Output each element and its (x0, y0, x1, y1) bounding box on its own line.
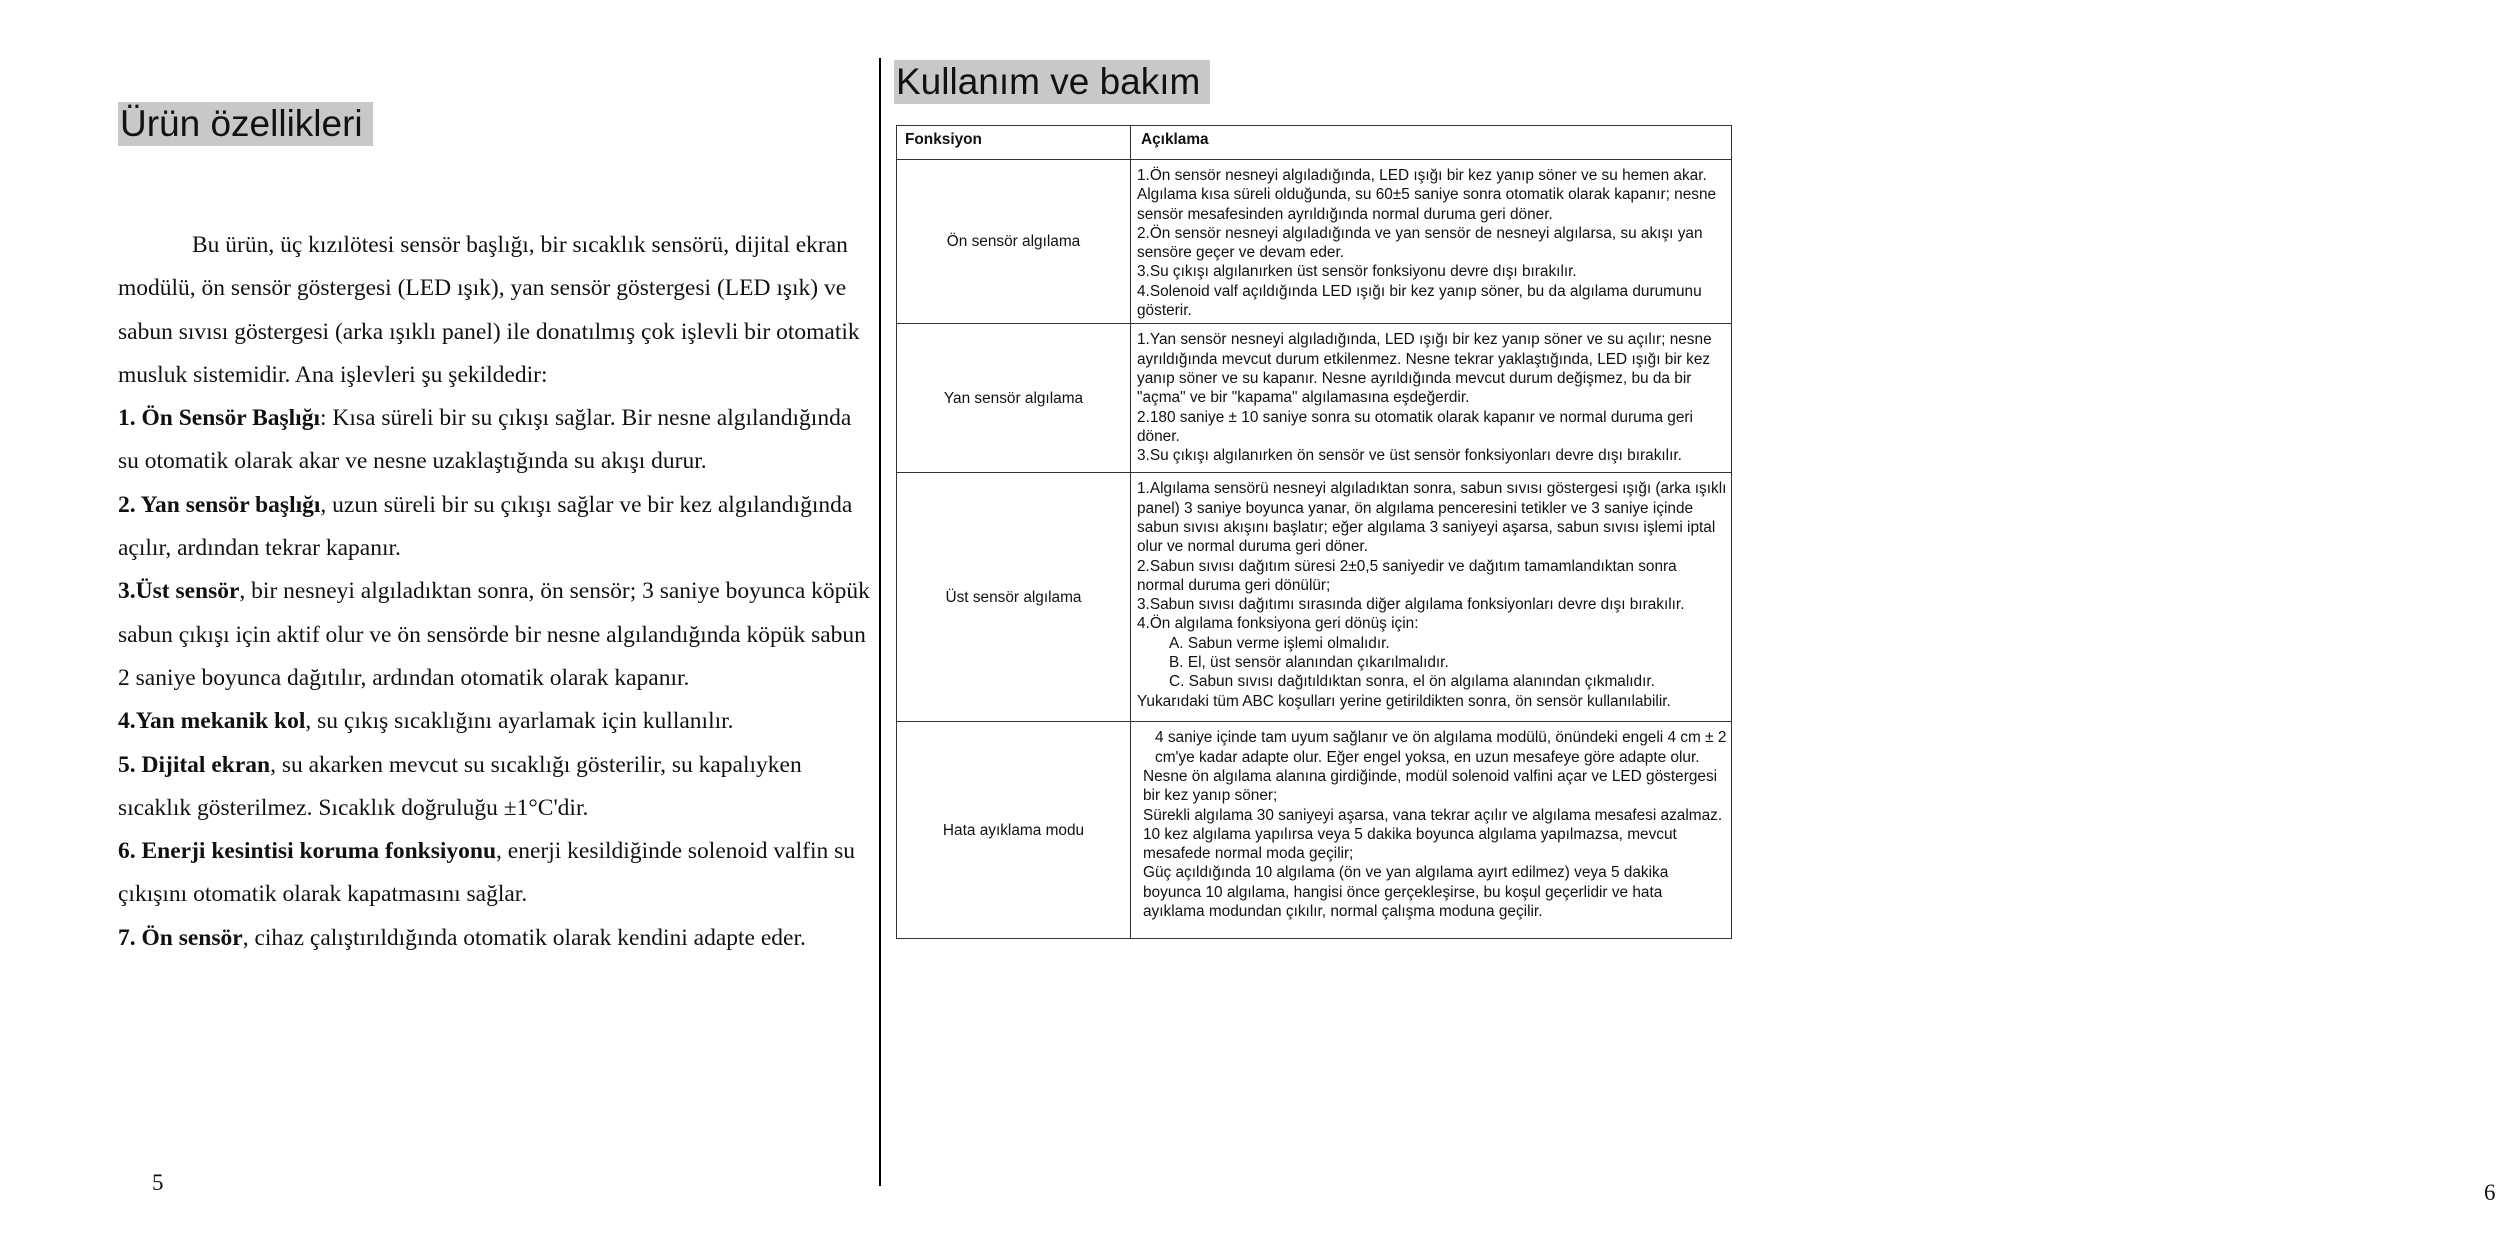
feature-title: 6. Enerji kesintisi koruma fonksiyonu (118, 838, 497, 865)
feature-text: , su çıkış sıcaklığını ayarlamak için kullanılır. (305, 708, 734, 735)
feature-title: 1. Ön Sensör Başlığı (118, 405, 320, 432)
table-row (897, 722, 1732, 939)
description-line: B. El, üst sensör alanından çıkarılmalıdır. (1169, 654, 1449, 672)
table-row (897, 324, 1732, 473)
page-number-left: 5 (152, 1170, 164, 1195)
description-line: 10 kez algılama yapılırsa veya 5 dakika boyunca algılama yapılmazsa, mevcut mesafede normal moda geçilir; (1143, 825, 1677, 863)
description-line: 4.Ön algılama fonksiyona geri dönüş için: (1137, 615, 1419, 633)
features-text (118, 224, 874, 960)
intro-paragraph: Bu ürün, üç kızılötesi sensör başlığı, bir sıcaklık sensörü, dijital ekran modülü, ön sensör göstergesi (LED ışık), yan sensör göstergesi (LED ışık) ve sabun sıvısı göstergesi (arka ışıklı panel) ile donatılmış çok işlevli bir otomatik musluk sistemidir. Ana işlevleri şu şekildedir: (118, 232, 860, 388)
description-line: 4.Solenoid valf açıldığında LED ışığı bir kez yanıp söner, bu da algılama durumunu gösterir. (1137, 282, 1702, 320)
feature-text: , bir nesneyi algıladıktan sonra, ön sensör; 3 saniye boyunca köpük sabun çıkışı için aktif olur ve ön sensörde bir nesne algılandığında köpük sabun 2 saniye boyunca dağıtılır, ardından otomatik olarak kapanır. (118, 578, 870, 691)
description-line: 1.Ön sensör nesneyi algıladığında, LED ışığı bir kez yanıp söner ve su hemen akar. Algılama kısa süreli olduğunda, su 60±5 saniye sonra otomatik olarak kapanır; nesne sensör mesafesinden ayrıldığında normal duruma geri döner. (1137, 167, 1717, 223)
feature-item (118, 570, 874, 700)
table-header-row (897, 126, 1732, 160)
right-page (884, 0, 2496, 1241)
description-line: 2.Ön sensör nesneyi algıladığında ve yan sensör de nesneyi algılarsa, su akışı yan sensöre geçer ve devam eder. (1137, 224, 1703, 262)
function-description (1131, 473, 1732, 722)
feature-text: : Kısa süreli bir su çıkışı sağlar. Bir nesne algılandığında su otomatik olarak akar ve nesne uzaklaştığında su akışı durur. (118, 405, 852, 475)
function-name: Hata ayıklama modu (897, 722, 1131, 939)
description-line: Sürekli algılama 30 saniyeyi aşarsa, vana tekrar açılır ve algılama mesafesi azalmaz. (1143, 806, 1723, 824)
description-line: 3.Su çıkışı algılanırken üst sensör fonksiyonu devre dışı bırakılır. (1137, 263, 1577, 281)
table-row (897, 473, 1732, 722)
feature-title: 7. Ön sensör (118, 924, 243, 951)
function-table (896, 125, 1732, 939)
section-heading-usage-maintenance: Kullanım ve bakım (894, 60, 1210, 104)
feature-text: , cihaz çalıştırıldığında otomatik olarak kendini adapte eder. (242, 924, 806, 951)
feature-item (118, 700, 874, 743)
feature-item (118, 484, 874, 571)
feature-title: 3.Üst sensör (118, 578, 240, 605)
header-function: Fonksiyon (897, 126, 1131, 160)
description-line: Yukarıdaki tüm ABC koşulları yerine getirildikten sonra, ön sensör kullanılabilir. (1137, 692, 1671, 710)
features-list (118, 397, 874, 960)
feature-title: 2. Yan sensör başlığı (118, 491, 321, 518)
function-name: Ön sensör algılama (897, 160, 1131, 324)
feature-text: , enerji kesildiğinde solenoid valfin su çıkışını otomatik olarak kapatmasını sağlar. (118, 838, 855, 908)
function-description (1131, 160, 1732, 324)
page-divider (879, 58, 881, 1186)
description-line: Nesne ön algılama alanına girdiğinde, modül solenoid valfini açar ve LED göstergesi bir kez yanıp söner; (1143, 767, 1718, 805)
description-line: A. Sabun verme işlemi olmalıdır. (1169, 634, 1390, 652)
description-line: 3.Sabun sıvısı dağıtımı sırasında diğer algılama fonksiyonları devre dışı bırakılır. (1137, 596, 1685, 614)
left-page (0, 0, 875, 1241)
table-row (897, 160, 1732, 324)
feature-title: 5. Dijital ekran (118, 751, 271, 778)
feature-item (118, 397, 874, 484)
feature-title: 4.Yan mekanik kol (118, 708, 306, 735)
feature-item (118, 830, 874, 917)
description-line: 1.Yan sensör nesneyi algıladığında, LED ışığı bir kez yanıp söner ve su açılır; nesne ayrıldığında mevcut durum etkilenmez. Nesne tekrar yaklaştığında, LED ışığı bir kez yanıp söner ve su kapanır. Nesne ayrıldığında mevcut durum değişmez, bu da bir "açma" ve bir "kapama" algılamasına eşdeğerdir. (1137, 331, 1712, 407)
description-line: C. Sabun sıvısı dağıtıldıktan sonra, el ön algılama alanından çıkmalıdır. (1169, 673, 1655, 691)
feature-text: , su akarken mevcut su sıcaklığı gösterilir, su kapalıyken sıcaklık gösterilmez. Sıcaklık doğruluğu ±1°C'dir. (118, 751, 802, 821)
description-line: 2.Sabun sıvısı dağıtım süresi 2±0,5 saniyedir ve dağıtım tamamlandıktan sonra normal duruma geri dönülür; (1137, 557, 1677, 594)
page-number-right: 6 (2484, 1180, 2496, 1205)
header-description: Açıklama (1131, 126, 1732, 160)
function-description (1131, 722, 1732, 939)
description-line: 4 saniye içinde tam uyum sağlanır ve ön algılama modülü, önündeki engeli 4 cm ± 2 cm'ye kadar adapte olur. Eğer engel yoksa, en uzun mesafeye göre adapte olur. (1155, 729, 1727, 766)
feature-item (118, 744, 874, 831)
function-name: Üst sensör algılama (897, 473, 1131, 722)
feature-item (118, 917, 874, 960)
feature-text: , uzun süreli bir su çıkışı sağlar ve bir kez algılandığında açılır, ardından tekrar kapanır. (118, 491, 853, 562)
function-name: Yan sensör algılama (897, 324, 1131, 473)
description-line: 1.Algılama sensörü nesneyi algıladıktan sonra, sabun sıvısı göstergesi ışığı (arka ışıklı panel) 3 saniye boyunca yanar, ön algılama penceresini tetikler ve 3 saniye içinde sabun sıvısı akışını başlatır; eğer algılama 3 saniyeyi aşarsa, sabun sıvısı işlemi iptal olur ve normal duruma geri döner. (1137, 480, 1727, 556)
description-line: Güç açıldığında 10 algılama (ön ve yan algılama ayırt edilmez) veya 5 dakika boyunca 10 algılama, hangisi önce gerçekleşirse, bu koşul geçerlidir ve hata ayıklama modundan çıkılır, normal çalışma moduna geçilir. (1143, 864, 1669, 921)
function-description (1131, 324, 1732, 473)
description-line: 3.Su çıkışı algılanırken ön sensör ve üst sensör fonksiyonları devre dışı bırakılır. (1137, 447, 1682, 465)
description-line: 2.180 saniye ± 10 saniye sonra su otomatik olarak kapanır ve normal duruma geri döner. (1137, 408, 1693, 445)
section-heading-product-features: Ürün özellikleri (118, 102, 373, 146)
